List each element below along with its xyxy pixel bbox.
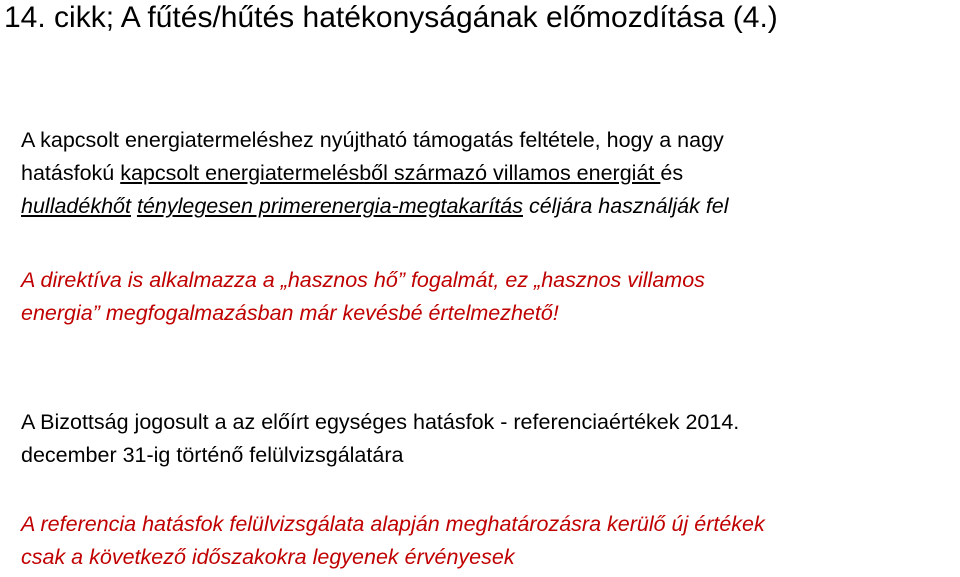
paragraph-line: A referencia hatásfok felülvizsgálata alapján meghatározásra kerülő új értékek	[21, 512, 765, 536]
paragraph-line: december 31-ig történő felülvizsgálatára	[21, 443, 404, 467]
paragraph-line	[21, 157, 729, 190]
underlined-text: hulladékhőt	[21, 194, 131, 218]
paragraph-line: A direktíva is alkalmazza a „hasznos hő” fogalmát, ez „hasznos villamos	[21, 268, 705, 292]
underlined-text: kapcsolt energiatermelésből származó villamos energiát	[120, 161, 661, 185]
paragraph-support-condition	[21, 124, 729, 223]
text-span: céljára használják fel	[522, 194, 729, 218]
paragraph-new-values	[21, 508, 765, 574]
paragraph-line: energia” megfogalmazásban már kevésbé értelmezhető!	[21, 301, 559, 325]
paragraph-line: A Bizottság jogosult a az előírt egységes hatásfok - referenciaértékek 2014.	[21, 410, 740, 434]
paragraph-line: csak a következő időszakokra legyenek érvényesek	[21, 545, 515, 569]
paragraph-line: A kapcsolt energiatermeléshez nyújtható támogatás feltétele, hogy a nagy	[21, 128, 724, 152]
slide-title: 14. cikk; A fűtés/hűtés hatékonyságának előmozdítása (4.)	[4, 1, 778, 34]
paragraph-line	[21, 190, 729, 223]
paragraph-commission-review	[21, 406, 739, 472]
underlined-text: ténylegesen primerenergia-megtakarítás	[136, 194, 523, 218]
paragraph-directive-note	[21, 264, 705, 330]
text-span: és	[660, 161, 684, 185]
text-span: hatásfokú	[21, 161, 121, 185]
